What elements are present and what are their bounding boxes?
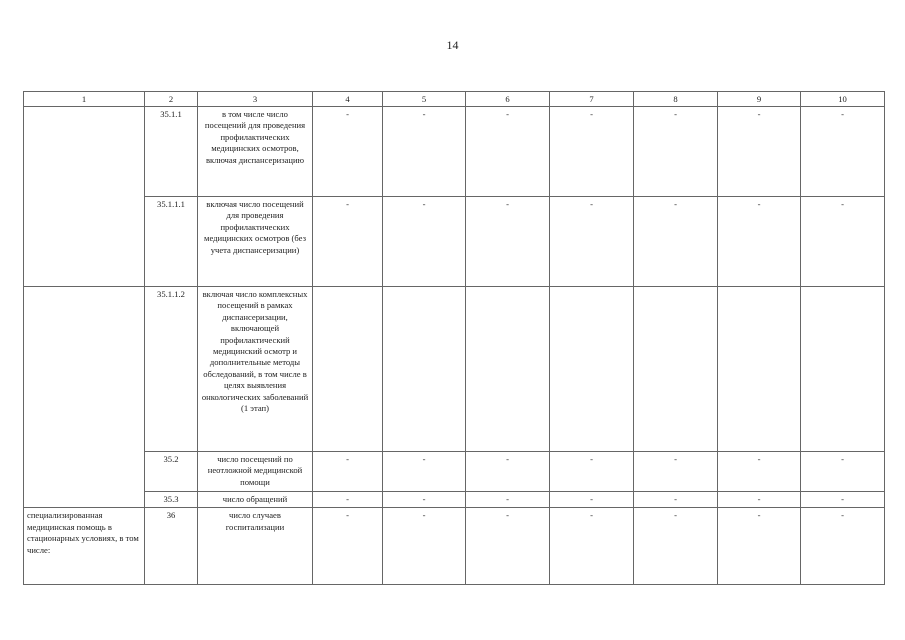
row-indicator: число посещений по неотложной медицинской помощи — [198, 452, 313, 492]
cell-value: - — [550, 492, 634, 508]
row-indicator: число обращений — [198, 492, 313, 508]
data-table — [23, 91, 885, 585]
cell-value: - — [634, 107, 718, 197]
cell-value: - — [718, 492, 801, 508]
row-indicator: в том числе число посещений для проведения профилактических медицинских осмотров, включая диспансеризацию — [198, 107, 313, 197]
row-indicator: включая число посещений для проведения профилактических медицинских осмотров (без учета диспансеризации) — [198, 197, 313, 287]
cell-value: - — [383, 197, 466, 287]
row-code: 35.3 — [145, 492, 198, 508]
cell-value: - — [550, 508, 634, 585]
table-row — [24, 492, 885, 508]
cell-value: - — [634, 492, 718, 508]
row-code: 36 — [145, 508, 198, 585]
cell-value — [313, 287, 383, 452]
cell-value: - — [466, 452, 550, 492]
cell-value: - — [634, 197, 718, 287]
row-category — [24, 287, 145, 508]
cell-value: - — [801, 197, 885, 287]
column-header: 4 — [313, 92, 383, 107]
cell-value: - — [801, 492, 885, 508]
header-row — [24, 92, 885, 107]
cell-value — [801, 287, 885, 452]
cell-value: - — [718, 197, 801, 287]
cell-value — [550, 287, 634, 452]
cell-value: - — [550, 197, 634, 287]
cell-value: - — [718, 107, 801, 197]
cell-value: - — [801, 508, 885, 585]
cell-value: - — [466, 197, 550, 287]
cell-value: - — [801, 107, 885, 197]
page-number: 14 — [446, 38, 459, 52]
cell-value: - — [466, 107, 550, 197]
cell-value: - — [466, 492, 550, 508]
row-code: 35.1.1 — [145, 107, 198, 197]
column-header: 2 — [145, 92, 198, 107]
cell-value: - — [313, 107, 383, 197]
column-header: 9 — [718, 92, 801, 107]
table-row — [24, 508, 885, 585]
cell-value: - — [383, 452, 466, 492]
cell-value: - — [313, 508, 383, 585]
row-code: 35.2 — [145, 452, 198, 492]
row-category — [24, 107, 145, 287]
row-indicator: включая число комплексных посещений в рамках диспансеризации, включающей профилактический медицинский осмотр и дополнительные методы обследований, в том числе в целях выявления онкологических заболеваний (1 этап) — [198, 287, 313, 452]
cell-value: - — [550, 107, 634, 197]
row-code: 35.1.1.1 — [145, 197, 198, 287]
cell-value: - — [634, 452, 718, 492]
cell-value: - — [466, 508, 550, 585]
cell-value: - — [383, 508, 466, 585]
cell-value: - — [313, 197, 383, 287]
column-header: 6 — [466, 92, 550, 107]
table-row — [24, 197, 885, 287]
row-code: 35.1.1.2 — [145, 287, 198, 452]
cell-value: - — [383, 107, 466, 197]
cell-value: - — [718, 452, 801, 492]
cell-value — [466, 287, 550, 452]
cell-value — [718, 287, 801, 452]
cell-value: - — [634, 508, 718, 585]
table-row — [24, 107, 885, 197]
cell-value: - — [550, 452, 634, 492]
column-header: 10 — [801, 92, 885, 107]
column-header: 3 — [198, 92, 313, 107]
cell-value: - — [313, 492, 383, 508]
cell-value: - — [313, 452, 383, 492]
column-header: 8 — [634, 92, 718, 107]
cell-value: - — [718, 508, 801, 585]
row-indicator: число случаев госпитализации — [198, 508, 313, 585]
cell-value: - — [801, 452, 885, 492]
table-row — [24, 287, 885, 452]
column-header: 5 — [383, 92, 466, 107]
row-category: специализированная медицинская помощь в стационарных условиях, в том числе: — [24, 508, 145, 585]
cell-value — [634, 287, 718, 452]
table-row — [24, 452, 885, 492]
column-header: 7 — [550, 92, 634, 107]
column-header: 1 — [24, 92, 145, 107]
cell-value: - — [383, 492, 466, 508]
cell-value — [383, 287, 466, 452]
